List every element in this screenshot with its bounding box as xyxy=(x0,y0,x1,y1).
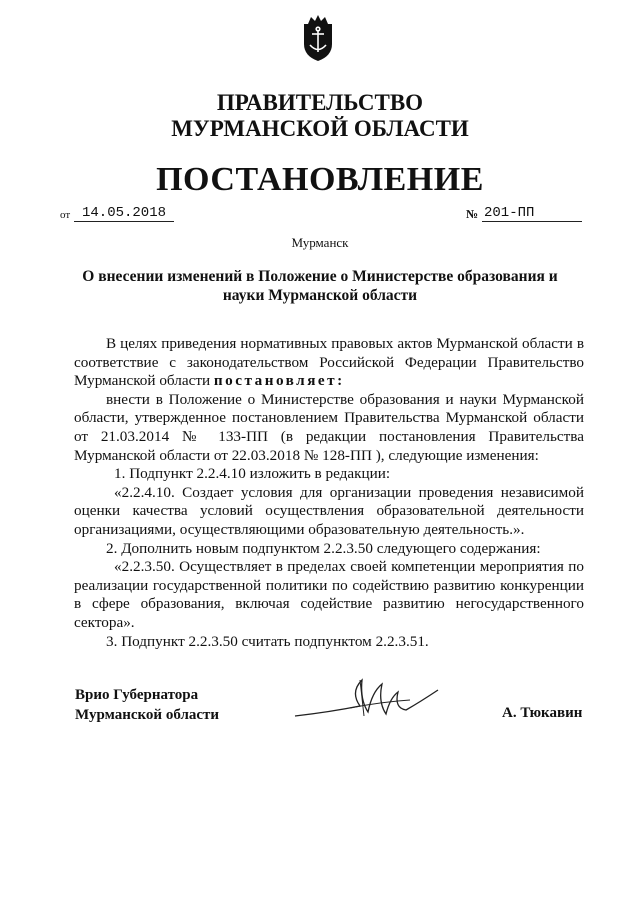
item-2: 2. Дополнить новым подпунктом 2.2.3.50 следующего содержания: xyxy=(106,539,541,557)
coat-of-arms-icon xyxy=(298,14,338,62)
item-2-quote: «2.2.3.50. Осуществляет в пределах своей компетенции мероприятия по реализации государственной политики по содействию развитию конкуренции в сфере образования, включая содействие развитию негосударственного сектора». xyxy=(74,558,584,631)
amendment-intro-paragraph: внести в Положение о Министерстве образования и науки Мурманской области, утвержденное постановлением Правительства Мурманской области от 21.03.2014 № 133-ПП (в редакции постановления Правительства Мурманской области от 22.03.2018 № 128-ПП ), следующие изменения: xyxy=(74,390,584,464)
item-1: 1. Подпункт 2.2.4.10 изложить в редакции: xyxy=(114,465,391,483)
signer-position-line1: Врио Губернатора xyxy=(75,687,199,703)
number-value: 201-ПП xyxy=(482,205,582,222)
signer-position-line2: Мурманской области xyxy=(75,707,220,723)
signer-name: А. Тюкавин xyxy=(502,705,583,721)
date-value: 14.05.2018 xyxy=(74,205,174,222)
government-title-line2: МУРМАНСКОЙ ОБЛАСТИ xyxy=(171,116,469,141)
government-title-line1: ПРАВИТЕЛЬСТВО xyxy=(216,90,424,115)
handwritten-signature xyxy=(290,672,450,732)
resolution-body xyxy=(74,335,584,651)
document-type-title: ПОСТАНОВЛЕНИЕ xyxy=(156,161,484,198)
decree-verb: постановляет: xyxy=(213,372,345,390)
number-label: № xyxy=(466,207,479,221)
resolution-subject: О внесении изменений в Положение о Министерстве образования и науки Мурманской области xyxy=(82,268,558,304)
date-label: от xyxy=(60,209,71,221)
preamble-paragraph xyxy=(74,335,584,391)
city-name: Мурманск xyxy=(291,235,349,250)
item-3: 3. Подпункт 2.2.3.50 считать подпунктом 2.2.3.51. xyxy=(106,632,429,650)
signer-position xyxy=(75,685,219,725)
preamble-text: В целях приведения нормативных правовых актов Мурманской области в соответствие с законодательством Российской Федерации Правительство Мурманской области xyxy=(74,335,584,390)
item-1-quote: «2.2.4.10. Создает условия для организации проведения независимой оценки качества условий осуществления образовательной деятельности организациями, осуществляющими образовательную деятельность.». xyxy=(74,483,584,538)
